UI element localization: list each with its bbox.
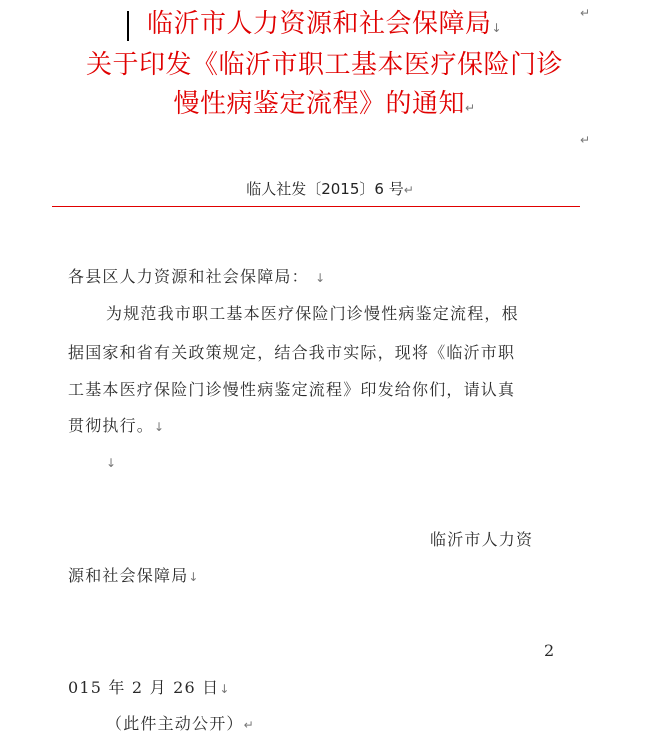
salutation (68, 267, 326, 288)
red-rule-line (52, 206, 580, 207)
body-paragraph-line: 为规范我市职工基本医疗保险门诊慢性病鉴定流程，根 (106, 304, 519, 323)
document-number (0, 178, 649, 199)
signature-line-2-text: 源和社会保障局 (68, 566, 189, 585)
public-note (106, 714, 255, 735)
signature-line-1: 临沂市人力资 (430, 530, 534, 549)
line-break-mark: ↓ (154, 420, 166, 434)
date-part-1: 2 (544, 641, 556, 660)
paragraph-mark: ↵ (580, 133, 591, 147)
paragraph-mark: ↵ (464, 101, 476, 115)
title-line-3-text: 慢性病鉴定流程》的通知 (173, 89, 465, 119)
line-break-mark: ↓ (219, 682, 231, 696)
title-line-1 (0, 6, 649, 46)
salutation-text: 各县区人力资源和社会保障局： (68, 267, 309, 286)
signature-line-2 (68, 566, 200, 587)
line-break-mark: ↓ (491, 21, 503, 35)
body-paragraph-line: 据国家和省有关政策规定，结合我市实际，现将《临沂市职 (68, 343, 516, 362)
paragraph-mark: ↵ (403, 183, 414, 197)
title-line-1-text: 临沂市人力资源和社会保障局 (146, 9, 492, 39)
title-line-3 (0, 86, 649, 126)
body-paragraph-end-text: 贯彻执行。 (68, 416, 155, 435)
line-break-mark: ↓ (315, 271, 327, 285)
body-paragraph-line: 工基本医疗保险门诊慢性病鉴定流程》印发给你们，请认真 (68, 380, 516, 399)
public-note-text: （此件主动公开） (106, 714, 244, 733)
body-paragraph-line (68, 416, 165, 437)
line-break-mark: ↓ (106, 456, 117, 470)
title-line-2: 关于印发《临沂市职工基本医疗保险门诊 (85, 50, 563, 80)
paragraph-mark: ↵ (580, 6, 591, 20)
date-text: 015 年 2 月 26 日 (68, 678, 220, 697)
line-break-mark: ↓ (188, 570, 200, 584)
paragraph-mark: ↵ (243, 718, 255, 732)
document-number-text: 临人社发〔2015〕6 号 (246, 180, 404, 198)
date-part-2 (68, 678, 231, 699)
